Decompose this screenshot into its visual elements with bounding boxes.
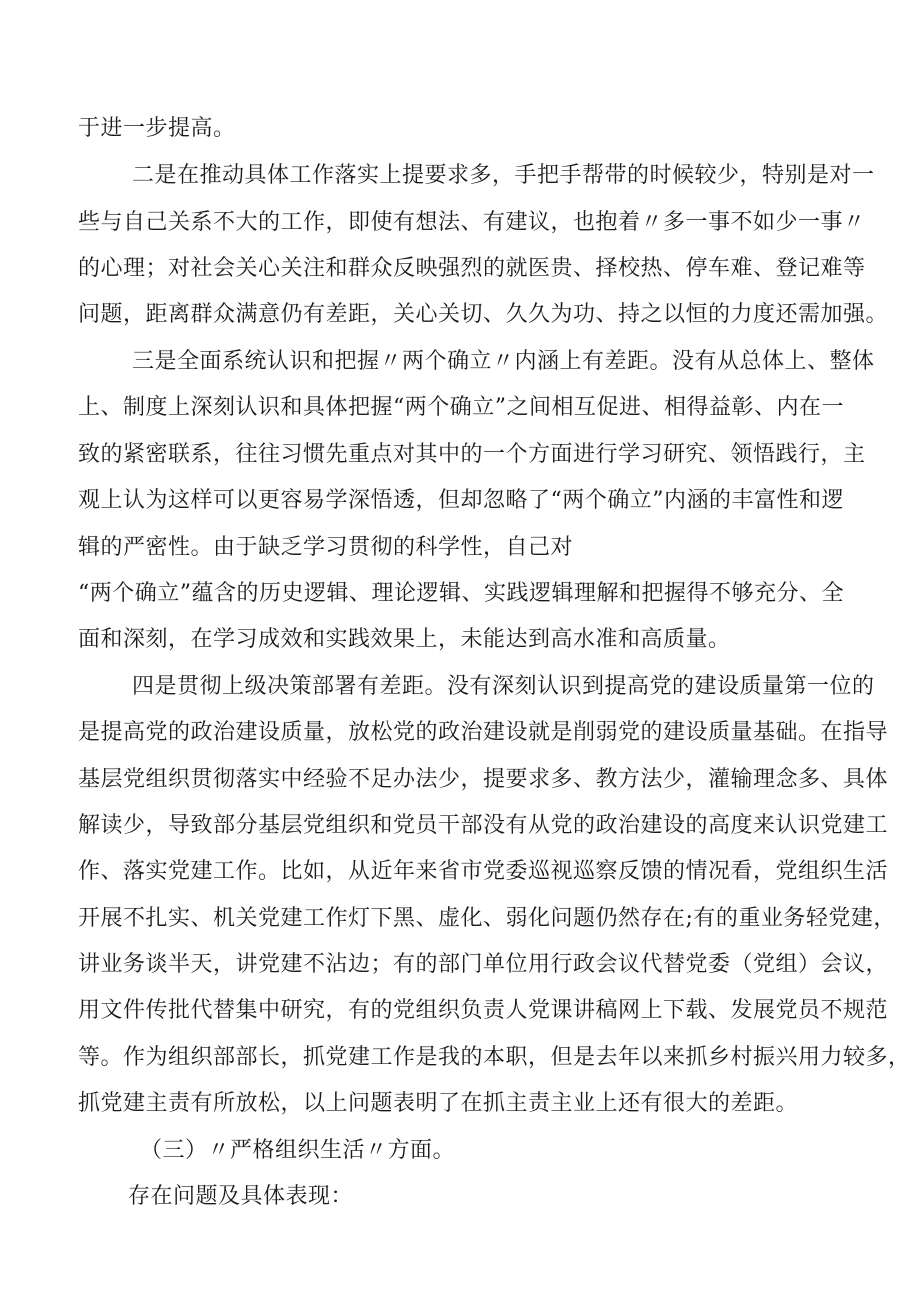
text-line: 作、落实党建工作。比如，从近年来省市党委巡视巡察反馈的情况看，党组织生活 <box>78 859 889 884</box>
paragraph-start-line: 二是在推动具体工作落实上提要求多，手把手帮带的时候较少，特别是对一 <box>132 163 875 188</box>
text-line: 于进一步提高。 <box>78 116 236 141</box>
text-line: “两个确立”蕴含的历史逻辑、理论逻辑、实践逻辑理解和把握得不够充分、全 <box>78 581 844 606</box>
text-line: 等。作为组织部部长，抓党建工作是我的本职，但是去年以来抓乡村振兴用力较多， <box>78 1045 911 1070</box>
subheading: 存在问题及具体表现： <box>128 1184 354 1209</box>
text-line: 些与自己关系不大的工作，即使有想法、有建议，也抱着〃多一事不如少一事〃 <box>78 210 866 235</box>
paragraph-start-line: 四是贯彻上级决策部署有差距。没有深刻认识到提高党的建设质量第一位的 <box>132 674 875 699</box>
text-line: 问题，距离群众满意仍有差距，关心关切、久久为功、持之以恒的力度还需加强。 <box>78 302 889 327</box>
text-line: 是提高党的政治建设质量，放松党的政治建设就是削弱党的建设质量基础。在指导 <box>78 720 889 745</box>
text-line: 讲业务谈半天，讲党建不沾边；有的部门单位用行政会议代替党委（党组）会议， <box>78 952 889 977</box>
text-line: 解读少，导致部分基层党组织和党员干部没有从党的政治建设的高度来认识党建工 <box>78 813 889 838</box>
text-line: 基层党组织贯彻落实中经验不足办法少，提要求多、教方法少，灌输理念多、具体 <box>78 767 889 792</box>
text-line: 抓党建主责有所放松，以上问题表明了在抓主责主业上还有很大的差距。 <box>78 1091 799 1116</box>
text-line: 的心理；对社会关心关注和群众反映强烈的就医贵、择校热、停车难、登记难等 <box>78 256 866 281</box>
paragraph-start-line: 三是全面系统认识和把握〃两个确立〃内涵上有差距。没有从总体上、整体 <box>132 349 875 374</box>
text-line: 开展不扎实、机关党建工作灯下黑、虚化、弱化问题仍然存在;有的重业务轻党建， <box>78 906 896 931</box>
text-line: 用文件传批代替集中研究，有的党组织负责人党课讲稿网上下载、发展党员不规范 <box>78 998 889 1023</box>
text-line: 面和深刻，在学习成效和实践效果上，未能达到高水准和高质量。 <box>78 627 731 652</box>
text-line: 辑的严密性。由于缺乏学习贯彻的科学性，自己对 <box>78 535 574 560</box>
text-line: 致的紧密联系，往往习惯先重点对其中的一个方面进行学习研究、领悟践行，主 <box>78 442 866 467</box>
text-line: 上、制度上深刻认识和具体把握“两个确立”之间相互促进、相得益彰、内在一 <box>78 395 844 420</box>
text-line: 观上认为这样可以更容易学深悟透，但却忽略了“两个确立”内涵的丰富性和逻 <box>78 488 844 513</box>
section-heading: （三）〃严格组织生活〃方面。 <box>140 1138 456 1163</box>
